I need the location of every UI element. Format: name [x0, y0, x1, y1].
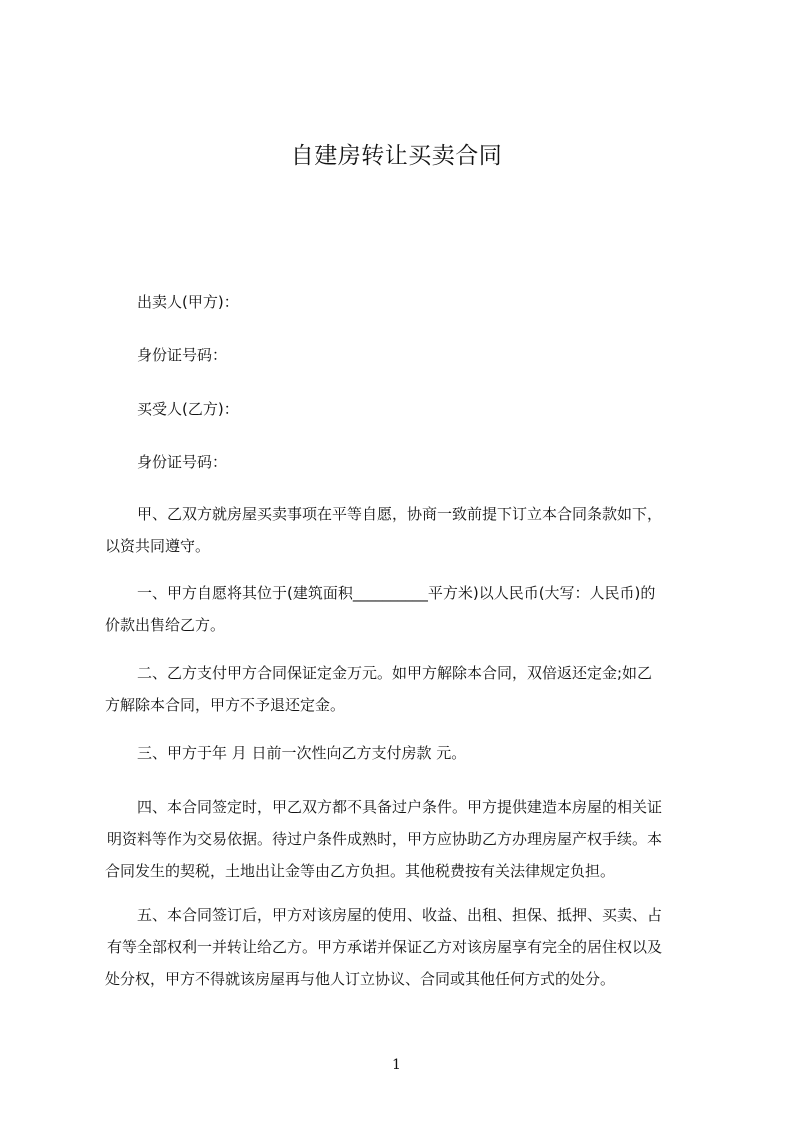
page-number: 1: [392, 1057, 401, 1073]
document-title: 自建房转让买卖合同: [290, 143, 503, 169]
paragraph-line: 五、本合同签订后，甲方对该房屋的使用、收益、出租、担保、抵押、买卖、占: [137, 906, 663, 924]
paragraph-line: 处分权，甲方不得就该房屋再与他人订立协议、合同或其他任何方式的处分。: [105, 970, 616, 988]
paragraph-line: 有等全部权利一并转让给乙方。甲方承诺并保证乙方对该房屋享有完全的居住权以及: [107, 938, 663, 956]
paragraph-line: 三、甲方于年 月 日前一次性向乙方支付房款 元。: [137, 744, 467, 762]
paragraph-line: 明资料等作为交易依据。待过户条件成熟时，甲方应协助乙方办理房屋产权手续。本: [107, 830, 663, 848]
seller-field-label: 出卖人(甲方)：: [137, 293, 239, 311]
paragraph-line: 合同发生的契税，土地出让金等由乙方负担。其他税费按有关法律规定负担。: [105, 862, 616, 880]
buyer-id-field-label: 身份证号码：: [137, 453, 228, 471]
clause-5-paragraph: [105, 899, 702, 995]
clause-3-paragraph: [105, 737, 702, 769]
paragraph-line: 以资共同遵守。: [105, 537, 211, 555]
paragraph-line: 二、乙方支付甲方合同保证定金万元。如甲方解除本合同，双倍返还定金;如乙: [137, 664, 653, 682]
buyer-field-label: 买受人(乙方)：: [137, 400, 239, 418]
clause-2-paragraph: [105, 657, 702, 721]
paragraph-line: 甲、乙双方就房屋买卖事项在平等自愿，协商一致前提下订立本合同条款如下，: [137, 505, 663, 523]
paragraph-line: 方解除本合同，甲方不予退还定金。: [105, 696, 346, 714]
paragraph-line: 价款出售给乙方。: [105, 616, 226, 634]
paragraph-line: 四、本合同签定时，甲乙双方都不具备过户条件。甲方提供建造本房屋的相关证: [137, 798, 663, 816]
seller-id-field-label: 身份证号码：: [137, 346, 228, 364]
intro-paragraph: [105, 498, 702, 562]
clause-1-paragraph: [105, 577, 702, 641]
paragraph-line: 一、甲方自愿将其位于(建筑面积__________平方米)以人民币(大写：人民币)的: [137, 584, 656, 602]
clause-4-paragraph: [105, 791, 702, 887]
